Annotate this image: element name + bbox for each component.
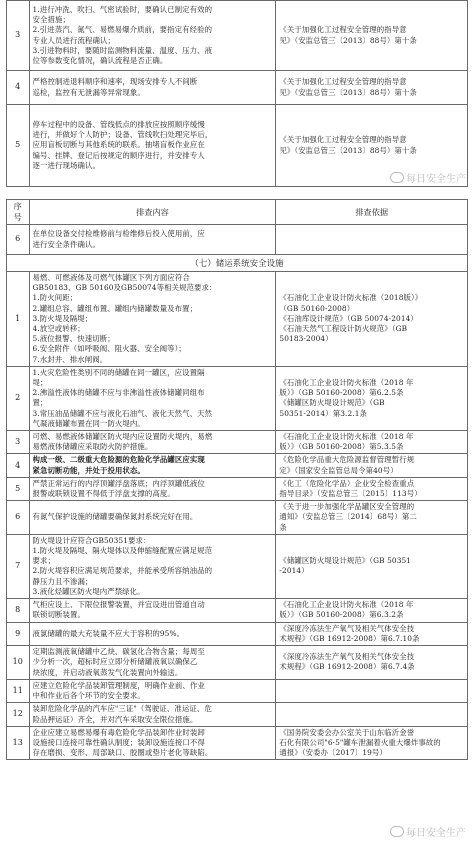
text-line: 巡检，监控有无泄漏等异常现象。 (32, 87, 145, 97)
text-line: -2014） (279, 566, 309, 576)
text-line: 3.防火堤及隔堤； (32, 313, 93, 323)
check-content (29, 105, 276, 187)
text-line: 《石油化工企业设计防火标准（2018 年 (279, 432, 414, 442)
text-line: 1.进行冲洗、吹扫、气密试验时，要确认已制定有效的 (32, 4, 213, 14)
check-content (29, 272, 276, 367)
check-content (29, 225, 276, 255)
text-line: 严禁正常运行的内浮顶罐浮盘落底；内浮顶罐低液位 (32, 478, 205, 488)
text-line: 静压力且不渗漏； (32, 576, 93, 586)
check-content (29, 454, 276, 477)
text-line: 易燃液体储罐应采取防火防护措施。 (32, 442, 153, 452)
text-line: 定》（国家安全监管总局令第40号） (279, 465, 398, 475)
text-line: 7.水封井、排水闸阀。 (32, 354, 108, 364)
header-no: 序号 (7, 200, 30, 225)
table-row (7, 454, 468, 477)
section-row (7, 255, 468, 272)
table-row (7, 599, 468, 622)
text-line: 停车过程中的设备、管线低点的排放应按照顺序缓慢 (32, 119, 205, 129)
text-line: 2.沸溢性液体的储罐不应与非沸溢性液体储罐同组布 (32, 388, 205, 398)
text-line: 位等参数变化情况，确认流程是否正确。 (32, 55, 168, 65)
text-line: 《石油天然气工程设计防火规范》（GB (279, 324, 408, 334)
text-line: （GB 50160-2008） (279, 303, 355, 313)
table-row (7, 1, 468, 71)
check-basis (276, 599, 468, 622)
check-content (29, 477, 276, 500)
row-number: 4 (7, 454, 30, 477)
text-line (279, 234, 464, 244)
text-line: 1.火灾危险性类别不同的储罐在同一罐区，应设置隔 (32, 367, 205, 377)
text-line: 逐一进行现场确认。 (32, 160, 100, 170)
text-line: 3.液化烃罐区防火堤内严禁绿化。 (32, 586, 145, 596)
table-row (7, 501, 468, 535)
text-line: 《石油化工企业设计防火标准（2018 年 (279, 600, 414, 610)
text-line (279, 686, 464, 696)
text-line: 存在磨损、变形、局部缺口、胶圈或垫片老化等缺陷。 (32, 748, 213, 758)
check-basis (276, 477, 468, 500)
row-number: 5 (7, 105, 30, 187)
text-line: 定期监测液氧储罐中乙炔、碳氢化合物含量；每周至 (32, 647, 205, 657)
row-number: 10 (7, 645, 30, 679)
text-line: 《石油化工企业设计防火标准（2018版）》 (279, 293, 423, 303)
text-line: 《储罐区防火堤设计规范》（GB (279, 398, 385, 408)
text-line: 50183-2004） (279, 334, 333, 344)
text-line: 通知》（安监总管三〔2014〕68号）第二 (279, 512, 417, 522)
check-basis (276, 454, 468, 477)
check-basis (276, 645, 468, 679)
text-line: 《化工（危险化学品）企业安全检查重点 (279, 478, 415, 488)
text-line: 少分析一次，超标时应立即分析储罐液氧以确保乙 (32, 657, 198, 667)
text-line: 防火堤设计应符合GB50351要求： (32, 535, 151, 545)
table-row (7, 726, 468, 760)
row-number: 3 (7, 1, 30, 71)
text-line: 条 (279, 522, 287, 532)
check-content (29, 501, 276, 535)
row-number: 3 (7, 431, 30, 454)
text-line: 堤； (32, 378, 48, 388)
text-line: 见》（安监总管三〔2013〕88号）第十条 (279, 145, 417, 155)
row-number: 7 (7, 534, 30, 598)
row-number: 4 (7, 71, 30, 105)
check-basis (276, 225, 468, 255)
text-line: 《关于加强化工过程安全管理的指导意 (279, 135, 407, 145)
text-line: 《国务院安委会办公室关于山东临沂金誉 (279, 727, 415, 737)
table-row (7, 622, 468, 645)
check-basis (276, 501, 468, 535)
text-line: 见》（安监总管三〔2013〕88号）第十条 (279, 35, 417, 45)
row-number: 13 (7, 726, 30, 760)
text-line: 《储罐区防火堤设计规范》（GB 50351 (279, 556, 412, 566)
table-row (7, 71, 468, 105)
table-row (7, 272, 468, 367)
table-row (7, 679, 468, 702)
text-line: 进行安全条件确认。 (32, 239, 100, 249)
row-number: 11 (7, 679, 30, 702)
text-line: 版）》（GB 50160-2008）第5.3.5条 (279, 442, 404, 452)
check-basis (276, 272, 468, 367)
check-content (29, 534, 276, 598)
table-row (7, 703, 468, 726)
text-line: 《石油化工企业设计防火标准（2018 年 (279, 378, 414, 388)
check-basis (276, 1, 468, 71)
text-line: 《危险化学品重大危险源监督管理暂行规 (279, 455, 415, 465)
text-line: 2.罐组总容、罐组布置、罐组内储罐数量及布置； (32, 303, 198, 313)
text-line: 5.液位报警、快速切断； (32, 334, 115, 344)
text-line: 2.引进蒸汽、氮气、易燃易爆介质前，要指定有经验的 (32, 25, 213, 35)
text-line: 版）》（GB 50160-2008）第6.2.5条 (279, 388, 404, 398)
text-line: 《深度冷冻法生产氧气及相关气体安全技 (279, 623, 415, 633)
check-content (29, 1, 276, 71)
table-row (7, 645, 468, 679)
check-basis (276, 366, 468, 430)
text-line: 《关于进一步加强化学品罐区安全管理的 (279, 502, 415, 512)
row-number: 6 (7, 225, 30, 255)
text-line: 装卸危险化学品的汽车应"三证"（驾驶证、准运证、危 (32, 704, 212, 714)
row-number: 9 (7, 622, 30, 645)
text-line: 安全措施； (32, 15, 70, 25)
text-line: 专业人员进行流程确认； (32, 35, 115, 45)
check-basis (276, 679, 468, 702)
check-basis (276, 726, 468, 760)
table-row (7, 225, 468, 255)
check-content (29, 726, 276, 760)
check-basis (276, 431, 468, 454)
table-row (7, 534, 468, 598)
text-line: 3.引进物料时，要随时监测物料流量、温度、压力、液 (32, 45, 213, 55)
text-line: 液氯储罐的最大充装量不应大于容积的95%。 (32, 628, 185, 638)
checklist-table-part2 (6, 199, 468, 760)
check-content (29, 622, 276, 645)
text-line: 紧急切断功能，并处于投用状态。 (32, 465, 145, 475)
text-line: 石化有限公司"6·5"罐车泄漏着火重大爆炸事故的 (279, 737, 441, 747)
text-line: 进行，并做好个人防护；设备、管线吹扫处理完毕后， (32, 130, 213, 140)
text-line: 通报》（安委办〔2017〕19号） (279, 748, 387, 758)
header-content: 排查内容 (29, 200, 276, 225)
text-line: 6.安全附件（如呼吸阀、阻火器、安全阀等）； (32, 344, 186, 354)
check-content (29, 679, 276, 702)
text-line: 气柜应设上、下限位报警装置，并宜设进出管道自动 (32, 600, 205, 610)
row-number: 1 (7, 272, 30, 367)
check-content (29, 366, 276, 430)
text-line: 见》（安监总管三〔2013〕88号）第十条 (279, 87, 417, 97)
check-content (29, 703, 276, 726)
text-line: 设施接口连接可靠性确认制度；装卸设施连接口不得 (32, 737, 205, 747)
row-number: 12 (7, 703, 30, 726)
watermark-1: 每日安全生产 (390, 170, 466, 185)
check-basis (276, 703, 468, 726)
text-line: 《关于加强化工过程安全管理的指导意 (279, 25, 407, 35)
text-line: 《石油库设计规范》（GB 50074-2014） (279, 313, 418, 323)
text-line: 1.防火间距； (32, 293, 78, 303)
text-line: 应建立危险化学品装卸管理制度，明确作业前、作业 (32, 680, 205, 690)
text-line: 要求； (32, 556, 56, 566)
checklist-table-part1 (6, 0, 468, 187)
table-row (7, 366, 468, 430)
text-line: 中和作业后各个环节的安全要求。 (32, 691, 145, 701)
text-line: 4.放空或转移； (32, 324, 85, 334)
check-basis (276, 622, 468, 645)
check-basis (276, 71, 468, 105)
check-content (29, 71, 276, 105)
wechat-icon (390, 172, 404, 183)
text-line: 应用盲板切断与其他系统的联系。抽堵盲板作业应在 (32, 140, 205, 150)
wechat-icon (390, 826, 404, 837)
text-line: 可燃、易燃液体储罐区防火堤内应设置防火堤内，易燃 (32, 432, 213, 442)
text-line: 有氮气保护设施的储罐要确保氮封系统完好在用。 (32, 512, 198, 522)
table-row (7, 477, 468, 500)
check-content (29, 431, 276, 454)
check-content (29, 645, 276, 679)
text-line (279, 709, 464, 719)
text-line: 险品押运证）齐全，并对汽车采取安全限位措施。 (32, 714, 198, 724)
row-number: 6 (7, 501, 30, 535)
text-line: 严格控制进退料顺序和速率，现场安排专人不间断 (32, 77, 198, 87)
text-line: 编号、挂牌、登记后按规定的顺序进行，并安排专人 (32, 150, 205, 160)
text-line: 1.防火堤及隔堤、隔火堤体以及伸缩缝配置应满足规范 (32, 546, 213, 556)
text-line: 术规程》（GB 16912-2008）第6.7.4条 (279, 662, 415, 672)
row-number: 2 (7, 366, 30, 430)
text-line: 置； (32, 398, 48, 408)
text-line: 报警或联锁设置不得低于浮盘支撑的高度。 (32, 489, 175, 499)
section-title: （七）储运系统安全设施 (7, 255, 468, 272)
text-line: 气凝液储罐布置在同一防火堤内。 (32, 418, 145, 428)
text-line: 构成一级、二级重大危险源的危险化学品罐区应实现 (32, 455, 205, 465)
check-basis (276, 534, 468, 598)
table-row (7, 431, 468, 454)
text-line: 《深度冷冻法生产氧气及相关气体安全技 (279, 652, 415, 662)
table-header-row (7, 200, 468, 225)
text-line: 炔浓度，并启动液氧蒸发气化装置向外输送。 (32, 667, 183, 677)
text-line: 术规程》（GB 16912-2008）第6.7.10条 (279, 633, 420, 643)
row-number: 5 (7, 477, 30, 500)
text-line: 版）》（GB 50160-2008）第6.3.2条 (279, 610, 404, 620)
text-line: 易燃、可燃液体及可燃气体罐区下列方面应符合 (32, 273, 190, 282)
text-line: 在单位设备交付检维修前与检维修后投入使用前，应 (32, 229, 205, 239)
watermark-2: 每日安全生产 (390, 824, 466, 839)
text-line: 企业应建立易燃易爆有毒危险化学品装卸作业时装卸 (32, 727, 205, 737)
text-line: 2.防火堤容积应满足规范要求，并能承受所容纳油品的 (32, 566, 213, 576)
text-line: GB50183、GB 50160及GB50074等相关规范要求： (32, 283, 217, 293)
text-line: 50351-2014）第3.2.1条 (279, 408, 368, 418)
header-basis: 排查依据 (276, 200, 468, 225)
row-number: 8 (7, 599, 30, 622)
text-line: 《关于加强化工过程安全管理的指导意 (279, 77, 407, 87)
text-line: 指导目录》（安监总管三〔2015〕113号） (279, 489, 422, 499)
text-line: 3.常压油品储罐不应与液化石油气、液化天然气、天然 (32, 408, 213, 418)
check-content (29, 599, 276, 622)
text-line: 联锁切断装置。 (32, 610, 85, 620)
